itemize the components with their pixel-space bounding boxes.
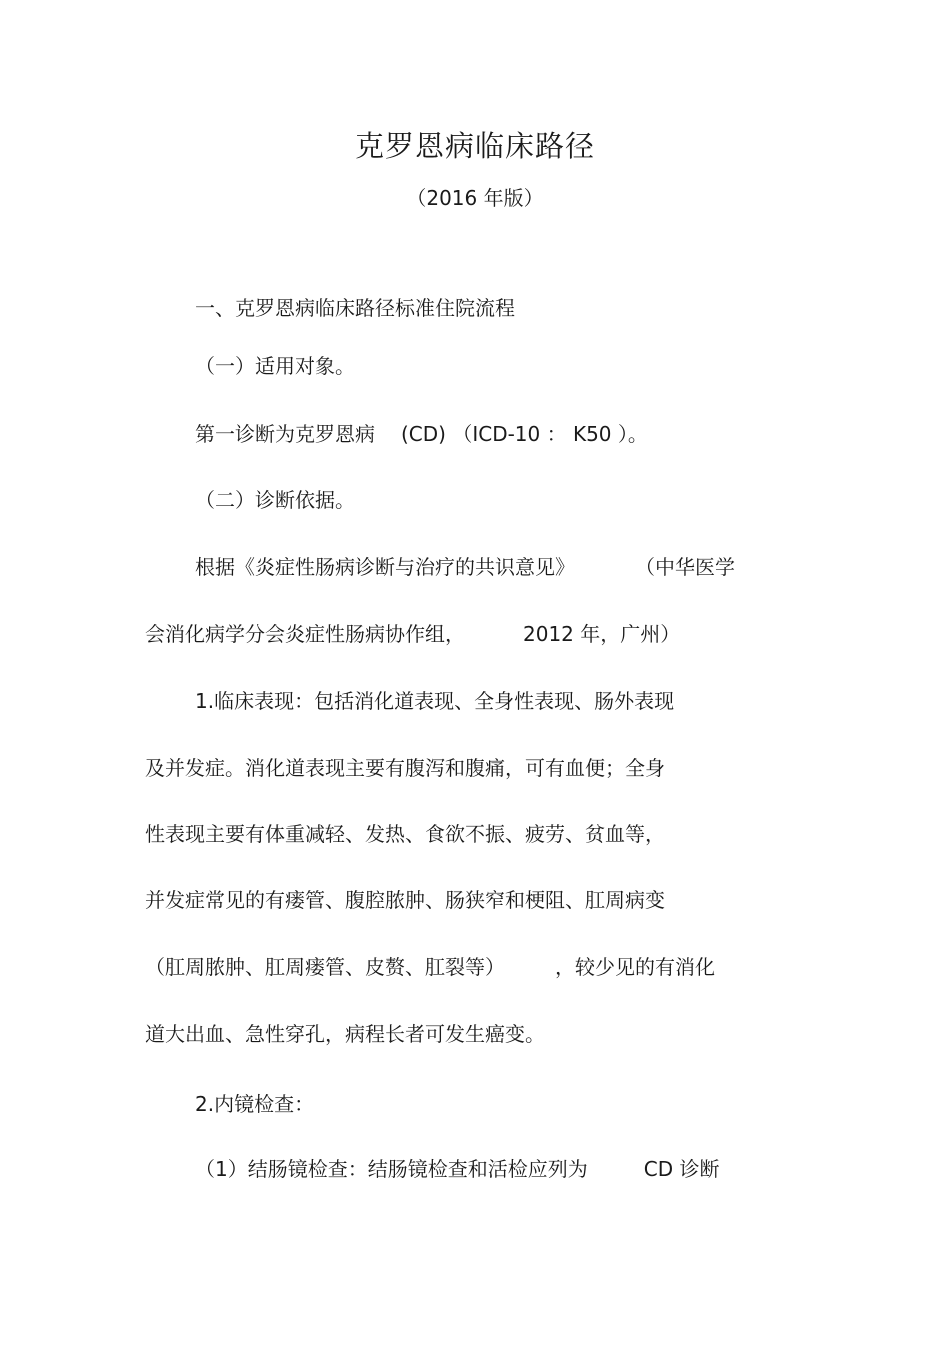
- clinical-line-4: 并发症常见的有瘘管、腹腔脓肿、肠狭窄和梗阻、肛周病变: [145, 888, 665, 912]
- basis-year-place: 2012 年，广州）: [523, 622, 681, 646]
- clinical-line-3: 性表现主要有体重减轻、发热、食欲不振、疲劳、贫血等，: [145, 822, 665, 846]
- section-heading: 一、克罗恩病临床路径标准住院流程: [195, 296, 515, 320]
- basis-line-1: [195, 553, 735, 581]
- clinical-line-5: [145, 953, 715, 981]
- icd-code: (CD) （ICD-10 ： K50 ）。: [401, 422, 648, 446]
- document-edition: （2016 年版）: [406, 186, 544, 210]
- clinical-line-2: 及并发症。消化道表现主要有腹泻和腹痛，可有血便；全身: [145, 756, 665, 780]
- basis-text: 根据《炎症性肠病诊断与治疗的共识意见》: [195, 555, 575, 579]
- rare-complications: ，较少见的有消化: [555, 955, 715, 979]
- basis-source: （中华医学: [635, 555, 735, 579]
- endoscopy-heading: 2.内镜检查：: [195, 1092, 315, 1116]
- colonoscopy-text-end: CD 诊断: [643, 1157, 720, 1181]
- basis-organization: 会消化病学分会炎症性肠病协作组，: [145, 622, 465, 646]
- subsection-heading-scope: （一）适用对象。: [195, 354, 355, 378]
- clinical-line-6: 道大出血、急性穿孔，病程长者可发生癌变。: [145, 1022, 545, 1046]
- scope-paragraph: [195, 420, 648, 448]
- document-title: 克罗恩病临床路径: [354, 129, 595, 163]
- scope-text: 第一诊断为克罗恩病: [195, 422, 375, 446]
- clinical-line-1: 1.临床表现：包括消化道表现、全身性表现、肠外表现: [195, 689, 675, 713]
- endoscopy-line-1: [195, 1155, 719, 1183]
- perianal-list: （肛周脓肿、肛周瘘管、皮赘、肛裂等）: [145, 955, 505, 979]
- colonoscopy-text: （1）结肠镜检查：结肠镜检查和活检应列为: [195, 1157, 588, 1181]
- subsection-heading-diagnosis: （二）诊断依据。: [195, 488, 355, 512]
- basis-line-2: [145, 620, 680, 648]
